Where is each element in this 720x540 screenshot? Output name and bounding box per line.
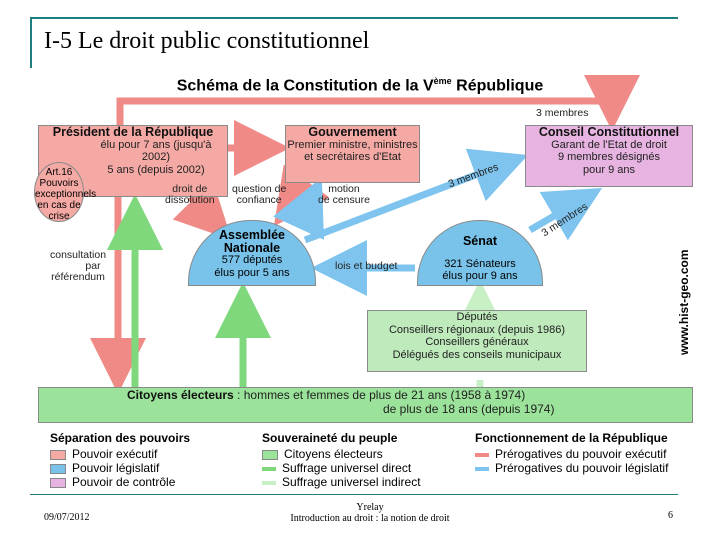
assemblee-line1: 577 députés bbox=[221, 254, 283, 266]
assemblee-title2: Nationale bbox=[223, 240, 281, 255]
legend-legislatif bbox=[50, 461, 159, 475]
gouvernement-title: Gouvernement bbox=[308, 125, 397, 139]
label-3-membres-mid: 3 membres bbox=[446, 161, 501, 191]
label-droit-dissolution-1: droit de bbox=[172, 183, 208, 195]
legend-prerogatives-legislatif bbox=[475, 461, 668, 475]
deputes-line1: Députés bbox=[456, 311, 498, 323]
label-consultation-1: consultation bbox=[50, 249, 107, 261]
senat-title: Sénat bbox=[462, 234, 498, 248]
legend-prerogatives-legislatif-label: Prérogatives du pouvoir législatif bbox=[495, 461, 669, 475]
citoyens-electeurs-box bbox=[38, 387, 693, 423]
label-droit-dissolution-2: dissolution bbox=[165, 194, 215, 206]
legend-suffrage-direct bbox=[262, 461, 411, 475]
footer-divider bbox=[30, 494, 678, 495]
citoyens-title: Citoyens électeurs bbox=[127, 388, 234, 402]
legend-prerogatives-executif-label: Prérogatives du pouvoir exécutif bbox=[495, 447, 667, 461]
conseil-line1: Garant de l'Etat de droit bbox=[551, 138, 667, 151]
legend-controle bbox=[50, 475, 175, 489]
label-question-confiance-2: confiance bbox=[236, 194, 282, 206]
slide-title: I-5 Le droit public constitutionnel bbox=[44, 28, 370, 54]
legend-citoyens-label: Citoyens électeurs bbox=[284, 447, 383, 461]
president-line1: élu pour 7 ans (jusqu'à 2002) bbox=[100, 138, 212, 163]
label-consultation-2: par bbox=[85, 260, 101, 272]
legend-souverainete-title: Souveraineté du peuple bbox=[262, 431, 398, 445]
legend-suffrage-direct-label: Suffrage universel direct bbox=[282, 461, 412, 475]
deputes-line3: Conseillers généraux bbox=[425, 336, 529, 348]
diagram-title-end: République bbox=[451, 77, 544, 95]
assemblee-title1: Assemblée bbox=[218, 228, 285, 242]
assemblee-line2: élus pour 5 ans bbox=[214, 266, 290, 279]
deputes-line2: Conseillers régionaux (depuis 1986) bbox=[388, 323, 566, 336]
citoyens-line2: de plus de 18 ans (depuis 1974) bbox=[383, 402, 555, 416]
art16-line5: crise bbox=[48, 211, 70, 222]
president-line2: 5 ans (depuis 2002) bbox=[107, 163, 205, 176]
label-motion-censure bbox=[318, 184, 370, 206]
label-question-confiance bbox=[232, 184, 286, 206]
senat-line2: élus pour 9 ans bbox=[442, 270, 518, 282]
legend-executif-label: Pouvoir exécutif bbox=[72, 447, 158, 461]
arrow-censure bbox=[300, 190, 316, 225]
conseil-constitutionnel-box bbox=[525, 125, 693, 187]
conseil-line3: pour 9 ans bbox=[583, 163, 635, 176]
legend-suffrage-indirect bbox=[262, 475, 421, 489]
swatch-executif bbox=[50, 450, 66, 460]
label-question-confiance-1: question de bbox=[232, 183, 287, 195]
footer-center bbox=[270, 502, 470, 524]
art16-line3: exceptionnels bbox=[35, 189, 97, 200]
legend-executif bbox=[50, 447, 157, 461]
legend-controle-label: Pouvoir de contrôle bbox=[72, 475, 176, 489]
label-droit-dissolution bbox=[165, 184, 215, 206]
diagram-title-main: Schéma de la Constitution de la V bbox=[176, 77, 434, 95]
gouvernement-line2: et secrétaires d'Etat bbox=[304, 151, 401, 163]
art16-line2: Pouvoirs bbox=[39, 178, 79, 189]
diagram-title-sup: ème bbox=[433, 76, 452, 86]
swatch-suffrage-indirect bbox=[262, 481, 276, 485]
legend-citoyens bbox=[262, 447, 383, 461]
legend-prerogatives-executif bbox=[475, 447, 666, 461]
gouvernement-line1: Premier ministre, ministres bbox=[287, 138, 418, 151]
assemblee-nationale-dome bbox=[188, 220, 316, 286]
conseil-title: Conseil Constitutionnel bbox=[538, 125, 680, 139]
label-lois-budget: lois et budget bbox=[335, 260, 398, 272]
gouvernement-box bbox=[285, 125, 420, 183]
legend-fonctionnement-title: Fonctionnement de la République bbox=[475, 431, 668, 445]
swatch-citoyens bbox=[262, 450, 278, 460]
label-consultation-3: référendum bbox=[51, 271, 105, 283]
deputes-electors-box bbox=[367, 310, 587, 372]
swatch-controle bbox=[50, 478, 66, 488]
swatch-prerogatives-legislatif bbox=[475, 467, 489, 471]
conseil-line2: 9 membres désignés bbox=[557, 151, 661, 163]
label-3-membres-low: 3 membres bbox=[539, 200, 591, 240]
art16-bubble bbox=[34, 162, 97, 222]
art16-line4: en cas de bbox=[37, 200, 81, 211]
legend-suffrage-indirect-label: Suffrage universel indirect bbox=[282, 475, 421, 489]
president-title: Président de la République bbox=[52, 125, 214, 139]
swatch-suffrage-direct bbox=[262, 467, 276, 471]
footer-page-number: 6 bbox=[668, 510, 673, 521]
label-3-membres-top: 3 membres bbox=[536, 107, 589, 119]
legend-separation-title: Séparation des pouvoirs bbox=[50, 431, 191, 445]
label-consultation-referendum bbox=[50, 250, 106, 283]
label-motion-censure-1: motion bbox=[328, 183, 360, 195]
footer-author: Yrelay bbox=[356, 502, 384, 513]
art16-line1: Art.16 bbox=[45, 167, 73, 178]
citoyens-line1: : hommes et femmes de plus de 21 ans (1958 à 1974) bbox=[233, 388, 526, 402]
legend-legislatif-label: Pouvoir législatif bbox=[72, 461, 160, 475]
swatch-prerogatives-executif bbox=[475, 453, 489, 457]
footer-subtitle: Introduction au droit : la notion de droit bbox=[290, 513, 450, 524]
deputes-line4: Délégués des conseils municipaux bbox=[392, 348, 562, 361]
footer-date: 09/07/2012 bbox=[44, 512, 90, 523]
swatch-legislatif bbox=[50, 464, 66, 474]
label-motion-censure-2: de censure bbox=[318, 194, 370, 206]
site-watermark: www.hist-geo.com bbox=[677, 249, 691, 355]
senat-line1: 321 Sénateurs bbox=[444, 257, 516, 270]
